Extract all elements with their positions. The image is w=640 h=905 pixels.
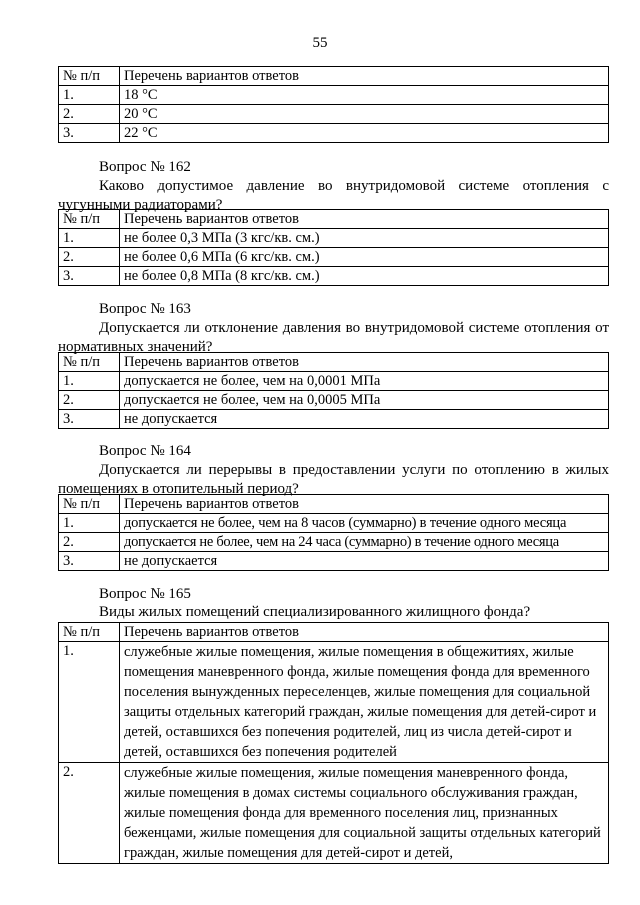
- header-num: № п/п: [59, 495, 120, 514]
- answer-num: 2.: [59, 105, 120, 124]
- header-answers: Перечень вариантов ответов: [120, 67, 609, 86]
- answer-num: 3.: [59, 552, 120, 571]
- table-row: [59, 105, 609, 124]
- answer-text: не более 0,6 МПа (6 кгс/кв. см.): [120, 248, 609, 267]
- answer-num: 2.: [59, 248, 120, 267]
- table-row: [59, 248, 609, 267]
- table-header-row: [59, 623, 609, 642]
- answer-text: не более 0,3 МПа (3 кгс/кв. см.): [120, 229, 609, 248]
- answer-num: 1.: [59, 229, 120, 248]
- answer-num: 1.: [59, 372, 120, 391]
- answer-text: 18 °С: [120, 86, 609, 105]
- answers-table-164: [58, 494, 609, 571]
- answer-num: 3.: [59, 267, 120, 286]
- header-answers: Перечень вариантов ответов: [120, 353, 609, 372]
- table-row: [59, 229, 609, 248]
- answer-num: 1.: [59, 86, 120, 105]
- answer-num: 2.: [59, 533, 120, 552]
- answers-table-161: [58, 66, 609, 143]
- answer-num: 3.: [59, 124, 120, 143]
- table-header-row: [59, 67, 609, 86]
- answer-text: не допускается: [120, 552, 609, 571]
- answer-num: 1.: [59, 642, 120, 763]
- question-text-165: Виды жилых помещений специализированного жилищного фонда?: [99, 604, 531, 620]
- header-num: № п/п: [59, 210, 120, 229]
- table-header-row: [59, 210, 609, 229]
- header-num: № п/п: [59, 623, 120, 642]
- header-num: № п/п: [59, 353, 120, 372]
- answer-text: служебные жилые помещения, жилые помещения маневренного фонда, жилые помещения в домах системы социального обслуживания граждан, жилые помещения фонда для временного поселения лиц, признанных беженцами, жилые помещения для социальной защиты отдельных категорий граждан, жилые помещения для детей-сирот и детей,: [120, 763, 609, 864]
- answer-text: 22 °С: [120, 124, 609, 143]
- answers-table-165: [58, 622, 609, 864]
- answer-text: допускается не более, чем на 24 часа (суммарно) в течение одного месяца: [120, 533, 609, 552]
- table-row: [59, 763, 609, 864]
- table-row: [59, 533, 609, 552]
- table-row: [59, 642, 609, 763]
- table-row: [59, 514, 609, 533]
- table-row: [59, 410, 609, 429]
- header-answers: Перечень вариантов ответов: [120, 210, 609, 229]
- header-answers: Перечень вариантов ответов: [120, 623, 609, 642]
- answer-text: допускается не более, чем на 0,0001 МПа: [120, 372, 609, 391]
- answer-text: не допускается: [120, 410, 609, 429]
- answer-text: допускается не более, чем на 8 часов (суммарно) в течение одного месяца: [120, 514, 609, 533]
- answer-num: 2.: [59, 763, 120, 864]
- table-row: [59, 86, 609, 105]
- page-number: 55: [312, 35, 328, 51]
- table-row: [59, 391, 609, 410]
- answer-text: не более 0,8 МПа (8 кгс/кв. см.): [120, 267, 609, 286]
- answer-text: допускается не более, чем на 0,0005 МПа: [120, 391, 609, 410]
- table-header-row: [59, 353, 609, 372]
- question-text-162: Каково допустимое давление во внутридомовой системе отопления с чугунными радиаторами?: [58, 178, 609, 213]
- header-num: № п/п: [59, 67, 120, 86]
- answer-num: 3.: [59, 410, 120, 429]
- table-row: [59, 552, 609, 571]
- answer-num: 2.: [59, 391, 120, 410]
- question-title-162: Вопрос № 162: [99, 159, 191, 175]
- answer-num: 1.: [59, 514, 120, 533]
- table-header-row: [59, 495, 609, 514]
- question-text-164: Допускается ли перерывы в предоставлении услуги по отоплению в жилых помещениях в отопительный период?: [58, 462, 609, 497]
- answer-text: служебные жилые помещения, жилые помещения в общежитиях, жилые помещения маневренного фонда, жилые помещения фонда для временного поселения вынужденных переселенцев, жилые помещения для социальной защиты отдельных категорий граждан, жилые помещения для детей-сирот и детей, оставшихся без попечения родителей, лиц из числа детей-сирот и детей, оставшихся без попечения родителей: [120, 642, 609, 763]
- answers-table-163: [58, 352, 609, 429]
- table-row: [59, 372, 609, 391]
- table-row: [59, 124, 609, 143]
- answer-text: 20 °С: [120, 105, 609, 124]
- header-answers: Перечень вариантов ответов: [120, 495, 609, 514]
- table-row: [59, 267, 609, 286]
- question-text-163: Допускается ли отклонение давления во внутридомовой системе отопления от нормативных значений?: [58, 320, 609, 355]
- question-title-163: Вопрос № 163: [99, 301, 191, 317]
- question-title-165: Вопрос № 165: [99, 586, 191, 602]
- question-title-164: Вопрос № 164: [99, 443, 191, 459]
- answers-table-162: [58, 209, 609, 286]
